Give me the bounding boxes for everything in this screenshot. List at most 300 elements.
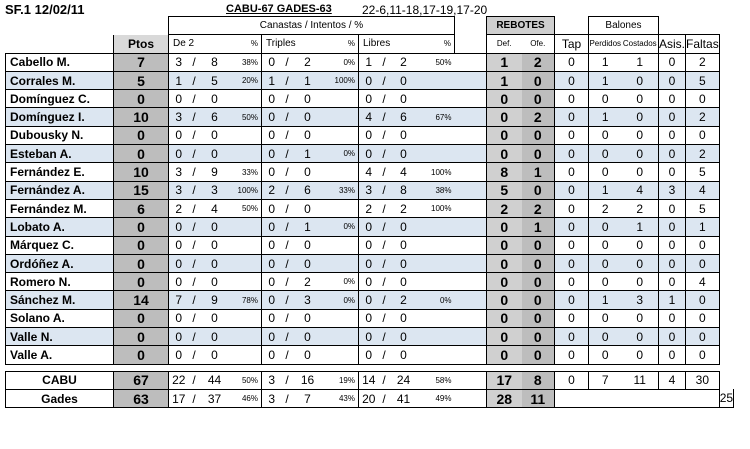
balones-costados: 0	[622, 328, 659, 346]
rebotes-ofe: 0	[522, 236, 555, 254]
triples-made: 0	[262, 328, 282, 346]
libres-attempts: 41	[390, 389, 418, 407]
spacer	[455, 291, 487, 309]
spacer	[455, 254, 487, 272]
separator: /	[379, 163, 390, 181]
balones-perdidos: 1	[589, 53, 622, 71]
player-name: Valle N.	[6, 328, 114, 346]
balones-perdidos: 1	[589, 181, 622, 199]
separator: /	[379, 254, 390, 272]
table-row	[6, 71, 734, 89]
player-name: Domínguez I.	[6, 108, 114, 126]
libres-pct: 0%	[418, 291, 455, 309]
separator: /	[282, 126, 293, 144]
separator: /	[189, 389, 200, 407]
col-de2: De 2	[169, 35, 230, 53]
de2-made: 17	[169, 389, 189, 407]
col-costados: Costados	[622, 35, 659, 53]
points: 15	[114, 181, 169, 199]
asistencias: 0	[659, 90, 686, 108]
spacer	[455, 90, 487, 108]
de2-made: 0	[169, 236, 189, 254]
faltas: 25	[719, 389, 733, 407]
libres-made: 0	[359, 126, 379, 144]
triples-made: 0	[262, 108, 282, 126]
asistencias: 4	[659, 371, 686, 389]
table-row	[6, 309, 734, 327]
asistencias: 0	[659, 346, 686, 364]
separator: /	[189, 90, 200, 108]
balones-perdidos: 0	[589, 346, 622, 364]
tapones: 0	[555, 181, 589, 199]
de2-made: 3	[169, 181, 189, 199]
triples-attempts: 3	[293, 291, 323, 309]
points: 63	[114, 389, 169, 407]
faltas: 0	[686, 236, 720, 254]
rebotes-ofe: 0	[522, 346, 555, 364]
triples-pct: 33%	[323, 181, 359, 199]
triples-made: 0	[262, 346, 282, 364]
libres-attempts: 0	[390, 90, 418, 108]
separator: /	[282, 346, 293, 364]
balones-costados: 0	[622, 163, 659, 181]
libres-attempts: 0	[390, 145, 418, 163]
de2-attempts: 3	[200, 181, 230, 199]
libres-made: 0	[359, 346, 379, 364]
triples-made: 0	[262, 53, 282, 71]
player-name: Márquez C.	[6, 236, 114, 254]
asistencias: 0	[659, 199, 686, 217]
de2-attempts: 0	[200, 309, 230, 327]
separator: /	[189, 346, 200, 364]
libres-made: 0	[359, 291, 379, 309]
separator: /	[282, 71, 293, 89]
faltas: 2	[686, 145, 720, 163]
faltas: 1	[686, 218, 720, 236]
triples-attempts: 6	[293, 181, 323, 199]
table-row	[6, 273, 734, 291]
separator: /	[379, 389, 390, 407]
spacer	[455, 181, 487, 199]
rebotes-def: 0	[487, 328, 522, 346]
points: 7	[114, 53, 169, 71]
balones-costados: 0	[622, 346, 659, 364]
separator: /	[189, 145, 200, 163]
tapones: 0	[555, 126, 589, 144]
de2-made: 0	[169, 145, 189, 163]
faltas: 30	[686, 371, 720, 389]
libres-attempts: 2	[390, 53, 418, 71]
libres-made: 0	[359, 71, 379, 89]
separator: /	[189, 181, 200, 199]
libres-attempts: 0	[390, 254, 418, 272]
points: 6	[114, 199, 169, 217]
table-row	[6, 291, 734, 309]
tapones: 0	[555, 145, 589, 163]
triples-pct	[323, 328, 359, 346]
de2-attempts: 0	[200, 126, 230, 144]
libres-pct	[418, 328, 455, 346]
libres-made: 0	[359, 309, 379, 327]
de2-made: 0	[169, 309, 189, 327]
de2-pct: 20%	[230, 71, 262, 89]
triples-pct	[323, 309, 359, 327]
tapones: 0	[555, 328, 589, 346]
asistencias: 0	[659, 218, 686, 236]
balones-costados: 2	[622, 199, 659, 217]
tapones: 0	[555, 346, 589, 364]
points: 0	[114, 254, 169, 272]
separator: /	[379, 181, 390, 199]
separator: /	[282, 163, 293, 181]
de2-attempts: 37	[200, 389, 230, 407]
spacer	[455, 371, 487, 389]
libres-attempts: 0	[390, 71, 418, 89]
de2-pct	[230, 254, 262, 272]
rebotes-def: 2	[487, 199, 522, 217]
balones-costados: 0	[622, 236, 659, 254]
separator: /	[189, 199, 200, 217]
separator: /	[379, 126, 390, 144]
balones-perdidos: 0	[589, 254, 622, 272]
de2-attempts: 0	[200, 236, 230, 254]
de2-attempts: 6	[200, 108, 230, 126]
de2-pct	[230, 273, 262, 291]
separator: /	[379, 145, 390, 163]
rebotes-ofe: 11	[522, 389, 555, 407]
triples-made: 0	[262, 90, 282, 108]
spacer	[455, 199, 487, 217]
player-name: Ordóñez A.	[6, 254, 114, 272]
libres-attempts: 24	[390, 371, 418, 389]
points: 0	[114, 328, 169, 346]
de2-attempts: 4	[200, 199, 230, 217]
de2-made: 7	[169, 291, 189, 309]
separator: /	[379, 199, 390, 217]
balones-costados: 1	[622, 53, 659, 71]
separator: /	[379, 53, 390, 71]
de2-pct	[230, 145, 262, 163]
group-header-row	[6, 17, 734, 35]
triples-attempts: 0	[293, 346, 323, 364]
table-row	[6, 346, 734, 364]
sheet-title: SF.1 12/02/11	[5, 2, 85, 17]
player-name: Cabello M.	[6, 53, 114, 71]
de2-made: 0	[169, 90, 189, 108]
rebotes-def: 5	[487, 181, 522, 199]
asistencias: 0	[659, 71, 686, 89]
rebotes-def: 17	[487, 371, 522, 389]
col-def: Def.	[487, 35, 522, 53]
balones-costados: 11	[622, 371, 659, 389]
balones-perdidos: 0	[589, 309, 622, 327]
triples-made: 0	[262, 273, 282, 291]
libres-pct	[418, 71, 455, 89]
points: 0	[114, 218, 169, 236]
triples-attempts: 0	[293, 199, 323, 217]
de2-pct: 38%	[230, 53, 262, 71]
box-score-table	[5, 16, 734, 408]
triples-made: 1	[262, 71, 282, 89]
triples-attempts: 1	[293, 218, 323, 236]
col-libres: Libres	[359, 35, 418, 53]
de2-made: 0	[169, 273, 189, 291]
spacer	[455, 328, 487, 346]
libres-made: 0	[359, 328, 379, 346]
asistencias: 0	[659, 328, 686, 346]
rebotes-ofe: 1	[522, 163, 555, 181]
libres-made: 20	[359, 389, 379, 407]
rebotes-def: 0	[487, 254, 522, 272]
libres-attempts: 0	[390, 309, 418, 327]
de2-pct	[230, 90, 262, 108]
libres-pct: 67%	[418, 108, 455, 126]
rebotes-ofe: 2	[522, 199, 555, 217]
separator: /	[189, 254, 200, 272]
player-name: Fernández M.	[6, 199, 114, 217]
asistencias: 0	[659, 273, 686, 291]
libres-attempts: 8	[390, 181, 418, 199]
libres-attempts: 2	[390, 199, 418, 217]
balones-costados: 0	[622, 273, 659, 291]
triples-attempts: 0	[293, 309, 323, 327]
spacer	[455, 218, 487, 236]
balones-perdidos: 0	[589, 328, 622, 346]
team-name: CABU	[6, 371, 114, 389]
de2-attempts: 0	[200, 273, 230, 291]
table-row	[6, 108, 734, 126]
rebotes-ofe: 8	[522, 371, 555, 389]
separator: /	[189, 273, 200, 291]
triples-made: 2	[262, 181, 282, 199]
libres-pct	[418, 273, 455, 291]
separator: /	[282, 389, 293, 407]
balones-costados: 0	[622, 90, 659, 108]
libres-pct	[418, 346, 455, 364]
match-score: CABU-67 GADES-63	[226, 3, 332, 15]
de2-made: 22	[169, 371, 189, 389]
balones-perdidos: 0	[589, 145, 622, 163]
libres-attempts: 4	[390, 163, 418, 181]
balones-perdidos: 7	[589, 371, 622, 389]
libres-made: 0	[359, 90, 379, 108]
libres-made: 1	[359, 53, 379, 71]
rebotes-def: 0	[487, 126, 522, 144]
separator: /	[189, 291, 200, 309]
tapones: 0	[555, 71, 589, 89]
canastas-group-label: Canastas / Intentos / %	[169, 17, 455, 35]
faltas: 4	[686, 273, 720, 291]
de2-made: 1	[169, 71, 189, 89]
triples-made: 0	[262, 236, 282, 254]
triples-attempts: 2	[293, 273, 323, 291]
separator: /	[379, 328, 390, 346]
balones-perdidos: 0	[589, 218, 622, 236]
points: 0	[114, 346, 169, 364]
col-tap: Tap	[555, 35, 589, 53]
rebotes-group-label: REBOTES	[487, 17, 555, 35]
triples-attempts: 2	[293, 53, 323, 71]
rebotes-ofe: 0	[522, 71, 555, 89]
points: 0	[114, 273, 169, 291]
balones-costados: 0	[622, 145, 659, 163]
separator: /	[189, 218, 200, 236]
separator: /	[189, 328, 200, 346]
triples-made: 0	[262, 145, 282, 163]
triples-pct	[323, 108, 359, 126]
de2-attempts: 0	[200, 346, 230, 364]
rebotes-def: 0	[487, 236, 522, 254]
tapones: 0	[555, 218, 589, 236]
table-row	[6, 53, 734, 71]
triples-attempts: 0	[293, 90, 323, 108]
separator: /	[282, 328, 293, 346]
de2-attempts: 0	[200, 90, 230, 108]
faltas: 4	[686, 181, 720, 199]
de2-attempts: 5	[200, 71, 230, 89]
points: 0	[114, 126, 169, 144]
quarter-scores: 22-6,11-18,17-19,17-20	[362, 3, 488, 17]
triples-pct	[323, 254, 359, 272]
de2-made: 0	[169, 328, 189, 346]
de2-pct: 46%	[230, 389, 262, 407]
col-de2-pct: %	[230, 35, 262, 53]
libres-pct	[418, 145, 455, 163]
triples-made: 0	[262, 254, 282, 272]
faltas: 0	[686, 90, 720, 108]
balones-costados: 4	[622, 181, 659, 199]
separator: /	[189, 71, 200, 89]
rebotes-def: 0	[487, 218, 522, 236]
separator: /	[379, 218, 390, 236]
rebotes-ofe: 2	[522, 108, 555, 126]
asistencias: 1	[659, 291, 686, 309]
points: 5	[114, 71, 169, 89]
rebotes-ofe: 0	[522, 90, 555, 108]
separator: /	[189, 236, 200, 254]
libres-made: 4	[359, 108, 379, 126]
triples-made: 0	[262, 126, 282, 144]
table-row	[6, 199, 734, 217]
separator: /	[189, 371, 200, 389]
rebotes-def: 0	[487, 309, 522, 327]
triples-pct: 19%	[323, 371, 359, 389]
rebotes-ofe: 1	[522, 218, 555, 236]
libres-attempts: 6	[390, 108, 418, 126]
triples-pct	[323, 126, 359, 144]
balones-perdidos: 0	[589, 90, 622, 108]
separator: /	[282, 371, 293, 389]
de2-made: 3	[169, 108, 189, 126]
triples-attempts: 16	[293, 371, 323, 389]
triples-made: 0	[262, 218, 282, 236]
spacer	[455, 273, 487, 291]
col-ptos: Ptos	[114, 35, 169, 53]
separator: /	[189, 108, 200, 126]
table-row	[6, 163, 734, 181]
separator: /	[379, 309, 390, 327]
col-faltas: Faltas	[686, 35, 720, 53]
triples-made: 0	[262, 309, 282, 327]
table-row	[6, 218, 734, 236]
col-triples-pct: %	[323, 35, 359, 53]
col-ofe: Ofe.	[522, 35, 555, 53]
separator: /	[189, 163, 200, 181]
rebotes-ofe: 0	[522, 291, 555, 309]
libres-made: 2	[359, 199, 379, 217]
triples-pct: 0%	[323, 145, 359, 163]
triples-pct: 0%	[323, 273, 359, 291]
de2-attempts: 0	[200, 145, 230, 163]
faltas: 5	[686, 71, 720, 89]
table-row	[6, 254, 734, 272]
tapones: 0	[555, 108, 589, 126]
rebotes-def: 0	[487, 145, 522, 163]
separator: /	[282, 273, 293, 291]
libres-made: 0	[359, 145, 379, 163]
de2-attempts: 9	[200, 163, 230, 181]
tapones: 0	[555, 273, 589, 291]
triples-made: 0	[262, 163, 282, 181]
player-name: Solano A.	[6, 309, 114, 327]
player-name: Dubousky N.	[6, 126, 114, 144]
balones-costados: 0	[622, 71, 659, 89]
col-asis: Asis.	[659, 35, 686, 53]
separator: /	[282, 309, 293, 327]
asistencias: 0	[659, 108, 686, 126]
de2-pct: 50%	[230, 371, 262, 389]
spacer	[455, 71, 487, 89]
separator: /	[282, 199, 293, 217]
separator: /	[379, 236, 390, 254]
tapones: 0	[555, 291, 589, 309]
triples-attempts: 0	[293, 328, 323, 346]
tapones: 0	[555, 309, 589, 327]
player-name: Romero N.	[6, 273, 114, 291]
table-row	[6, 236, 734, 254]
rebotes-def: 0	[487, 273, 522, 291]
separator: /	[189, 53, 200, 71]
col-libres-pct: %	[418, 35, 455, 53]
de2-pct	[230, 126, 262, 144]
triples-attempts: 0	[293, 236, 323, 254]
triples-attempts: 0	[293, 108, 323, 126]
triples-pct: 0%	[323, 291, 359, 309]
spacer	[455, 309, 487, 327]
separator: /	[379, 273, 390, 291]
triples-attempts: 7	[293, 389, 323, 407]
spacer	[455, 236, 487, 254]
triples-pct	[323, 199, 359, 217]
column-header-row	[6, 35, 734, 53]
libres-pct	[418, 218, 455, 236]
totals-row	[6, 389, 734, 407]
faltas: 0	[686, 328, 720, 346]
rebotes-def: 0	[487, 346, 522, 364]
player-name: Sánchez M.	[6, 291, 114, 309]
table-row	[6, 145, 734, 163]
separator: /	[379, 346, 390, 364]
libres-attempts: 0	[390, 126, 418, 144]
de2-pct	[230, 218, 262, 236]
balones-costados: 3	[622, 291, 659, 309]
libres-attempts: 0	[390, 236, 418, 254]
points: 0	[114, 145, 169, 163]
separator: /	[379, 371, 390, 389]
de2-attempts: 44	[200, 371, 230, 389]
separator: /	[379, 291, 390, 309]
rebotes-ofe: 0	[522, 126, 555, 144]
